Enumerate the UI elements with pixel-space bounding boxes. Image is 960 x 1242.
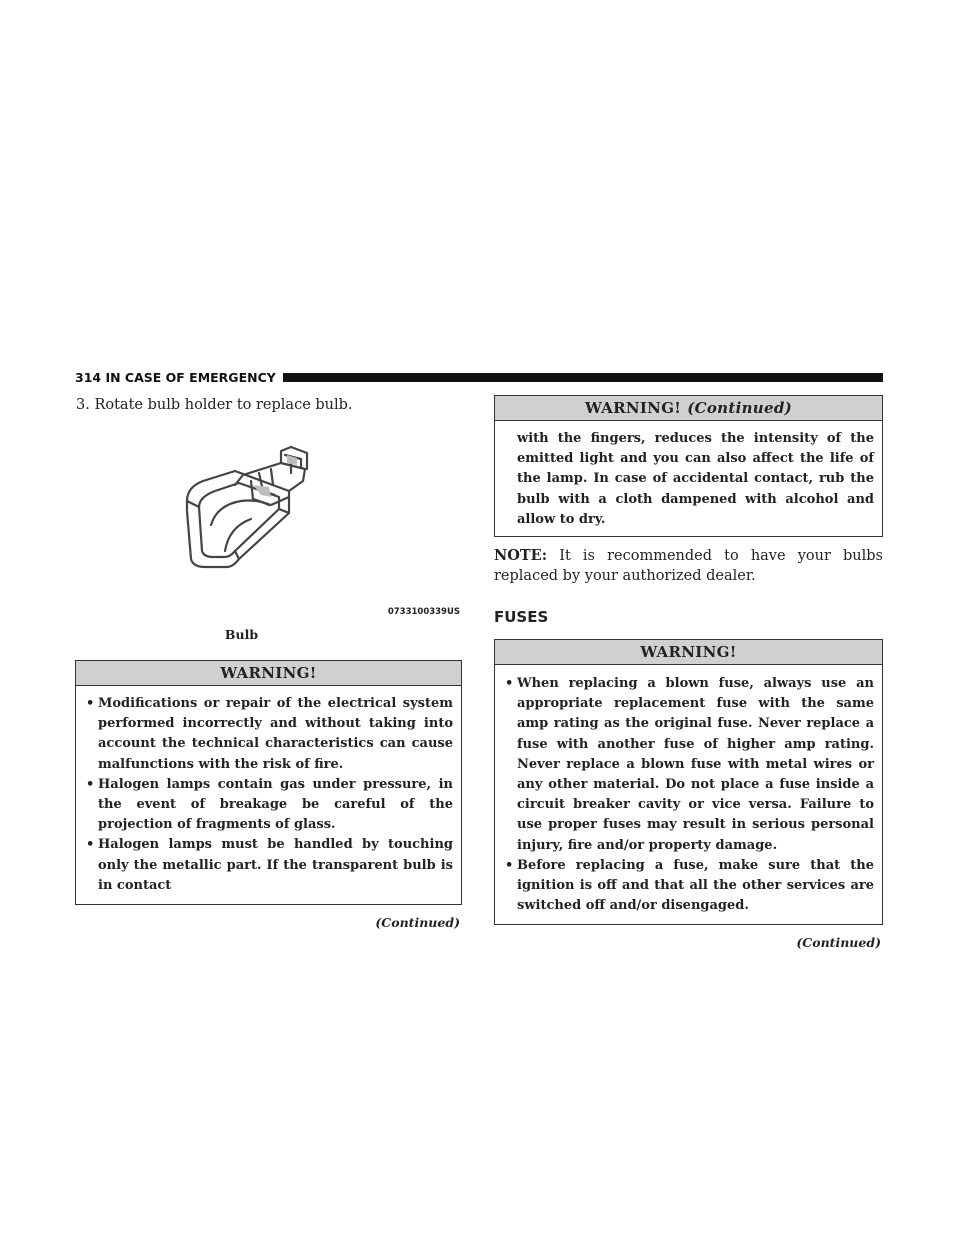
bulb-holder-illustration <box>75 415 462 627</box>
warning-title-suffix: (Continued) <box>687 399 793 417</box>
continued-label: (Continued) <box>796 935 881 951</box>
left-column <box>75 395 462 930</box>
warning-title <box>495 396 882 421</box>
warning-box-continued <box>494 395 883 537</box>
warning-title: WARNING! <box>495 640 882 665</box>
warning-item: • Halogen lamps contain gas under pressure, in the event of breakage be careful of the projection of fragments of glass. <box>86 775 453 836</box>
bulb-figure <box>75 415 462 627</box>
section-title-fuses: FUSES <box>494 608 549 627</box>
warning-title-text: WARNING! <box>584 399 682 417</box>
warning-title: WARNING! <box>76 661 461 686</box>
note-paragraph <box>494 546 883 586</box>
figure-code: 0733100339US <box>387 607 460 617</box>
figure-caption: Bulb <box>224 627 259 642</box>
warning-body <box>495 665 882 924</box>
step-3: 3. Rotate bulb holder to replace bulb. <box>76 397 353 413</box>
warning-item: • When replacing a blown fuse, always use an appropriate replacement fuse with the same amp rating as the original fuse. Never replace a fuse with another fuse of higher amp rating. Never replace a blown fuse with metal wires or any other material. Do not place a fuse inside a circuit breaker cavity or vice versa. Failure to use proper fuses may result in serious personal injury, fire and/or property damage. <box>505 674 874 856</box>
warning-body <box>495 421 882 536</box>
right-column <box>494 395 883 950</box>
page-number-section: 314 IN CASE OF EMERGENCY <box>75 369 276 385</box>
warning-item: • Modifications or repair of the electrical system performed incorrectly and without taking into account the technical characteristics can cause malfunctions with the risk of fire. <box>86 694 453 775</box>
page-header <box>75 369 883 385</box>
note-label: NOTE: <box>494 547 548 565</box>
header-rule <box>283 373 883 382</box>
continued-label: (Continued) <box>375 915 460 931</box>
warning-continued-text: with the fingers, reduces the intensity of the emitted light and you can also affect the life of the lamp. In case of accidental contact, rub the bulb with a cloth dampened with alcohol and allow to dry. <box>517 431 874 527</box>
warning-item: • Halogen lamps must be handled by touching only the metallic part. If the transparent bulb is in contact <box>86 835 453 896</box>
warning-box-bulb <box>75 660 462 905</box>
warning-body <box>76 686 461 904</box>
note-text: It is recommended to have your bulbs replaced by your authorized dealer. <box>494 548 883 585</box>
warning-item: • Before replacing a fuse, make sure that the ignition is off and that all the other services are switched off and/or disengaged. <box>505 856 874 917</box>
warning-box-fuses <box>494 639 883 925</box>
